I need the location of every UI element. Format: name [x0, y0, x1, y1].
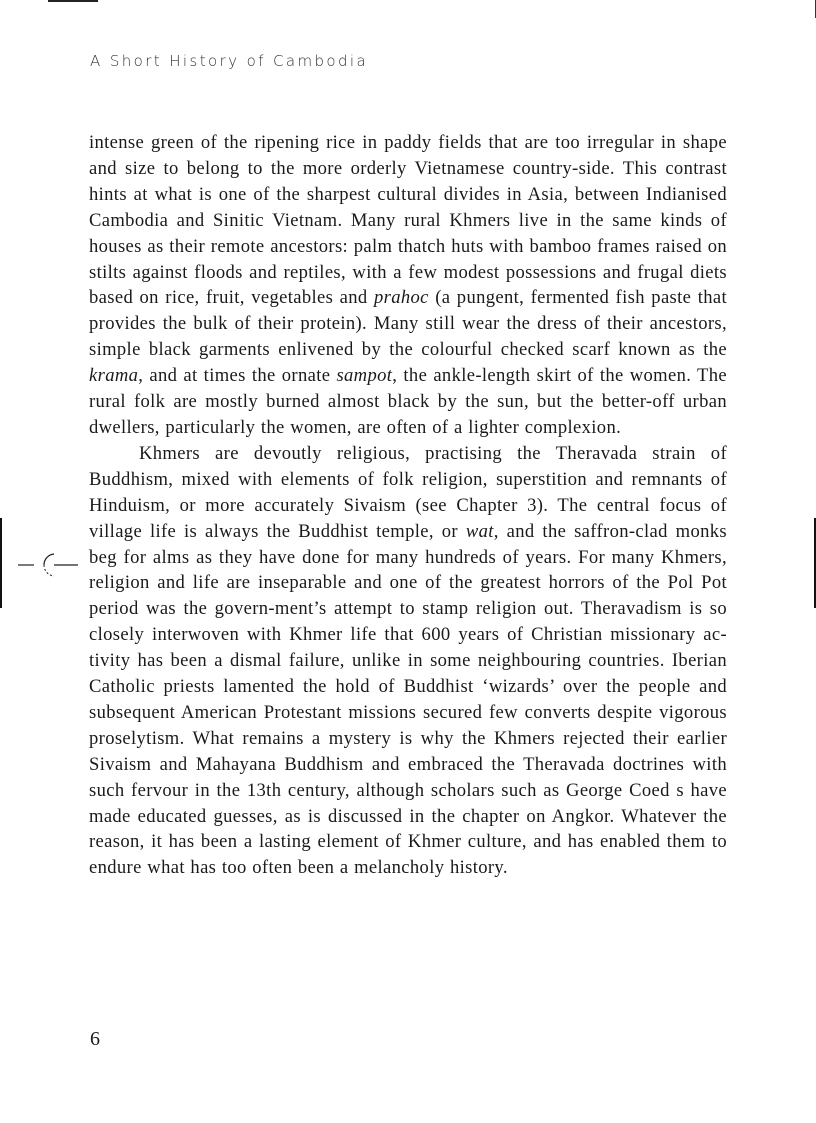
term-sampot: sampot [336, 365, 393, 387]
edge-line-left [0, 518, 2, 608]
paragraph-2-text: Khmers are devoutly religious, practising the Theravada strain of Buddhism, mixed with elements of folk religion, superstition and remnants of Hinduism, or more accurately Sivaism (see Chapter 3). The central focus of village life is always the Buddhist temple, or [89, 442, 727, 542]
paragraph-1-text: (a pungent, fermented fish paste that provides the bulk of their protein). Many still wear the dress of their ancestors, simple black garments enlivened by the colourful checked scarf known as the [89, 287, 727, 361]
paragraph-1 [89, 130, 727, 441]
crop-mark-top [48, 0, 98, 2]
paragraph-1-text: , the ankle-length skirt of the women. The rural folk are mostly burned almost black by the sun, but the better-off urban dwellers, particularly the women, are often of a lighter complexion. [89, 365, 727, 438]
page-number: 6 [90, 1028, 100, 1050]
paragraph-1-text: intense green of the ripening rice in paddy fields that are too irregular in shape and size to belong to the more orderly Vietnamese country-side. This contrast hints at what is one of the sharpest cultural divides in Asia, between Indianised Cambodia and Sinitic Vietnam. Many rural Khmers live in the same kinds of houses as their remote ancestors: palm thatch huts with bamboo frames raised on stilts against floods and reptiles, with a few modest possessions and frugal diets based on rice, fruit, vegetables and [89, 132, 727, 309]
paragraph-2-text: , and the saffron-clad monks beg for alms as they have done for many hundreds of years. For many Khmers, religion and life are inseparable and one of the greatest horrors of the Pol Pot period was the govern-ment’s attempt to stamp religion out. Theravadism is so closely interwoven with Khmer life that 600 years of Christian missionary ac-tivity has been a dismal failure, unlike in some neighbouring countries. Iberian Catholic priests lamented the hold of Buddhist ‘wizards’ over the people and subsequent American Protestant missions secured few converts despite vigorous proselytism. What remains a mystery is why the Khmers rejected their earlier Sivaism and Mahayana Buddhism and embraced the Theravada doctrines with such fervour in the 13th century, although scholars such as George Coed s have made educated guesses, as is discussed in the chapter on Angkor. Whatever the reason, it has been a lasting element of Khmer culture, and has enabled them to endure what has too often been a melancholy history. [89, 520, 728, 879]
registration-mark-icon [18, 550, 78, 580]
term-prahoc: prahoc [373, 287, 429, 309]
paragraph-2 [89, 441, 727, 881]
paragraph-1-text: , and at times the ornate [138, 365, 337, 387]
term-krama: krama [89, 365, 139, 387]
body-text [89, 130, 727, 881]
term-wat: wat [465, 520, 494, 542]
running-head: A Short History of Cambodia [90, 52, 369, 70]
